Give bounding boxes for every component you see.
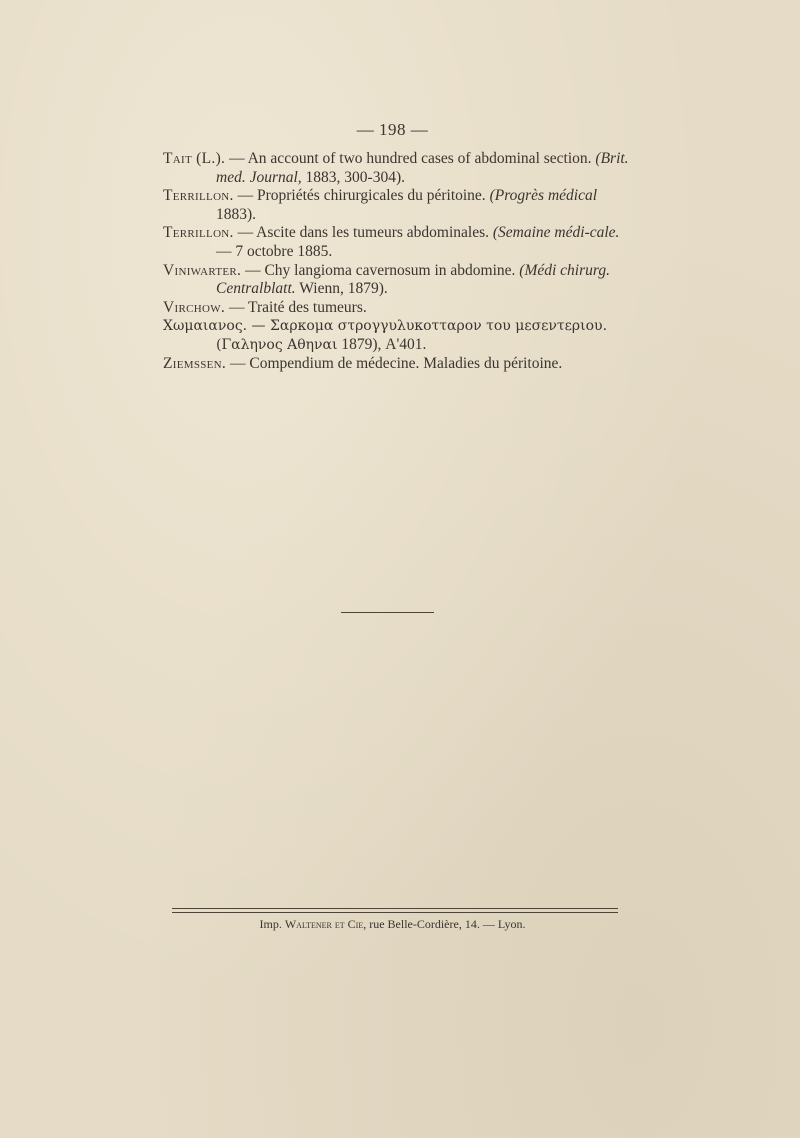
imprint-prefix: Imp.	[259, 917, 285, 931]
entry-rest: 1883, 300-304).	[301, 168, 405, 186]
bibliography-entry	[163, 262, 633, 299]
imprint-printer: Waltener et Cie	[284, 917, 364, 931]
entry-rest: Wienn, 1879).	[295, 280, 388, 298]
entry-author: Ziemssen.	[163, 354, 227, 372]
footer-divider	[172, 908, 618, 913]
bibliography-entry	[163, 224, 633, 261]
entry-text: — Σαρκομα στρογγυλυκοτταρον του μεσεντεριου. (Γαληνος Αθηναι	[216, 318, 608, 353]
entry-text: — Ascite dans les tumeurs abdominales.	[233, 224, 493, 242]
bibliography-list	[163, 150, 633, 373]
entry-author: Terrillon.	[163, 187, 234, 205]
entry-source: (Progrès médical	[489, 187, 598, 205]
entry-text: — Traité des tumeurs.	[225, 298, 367, 316]
entry-rest: 1883).	[216, 205, 257, 223]
entry-rest: — 7 octobre 1885.	[216, 242, 333, 260]
entry-rest: 1879), A'401.	[337, 335, 427, 353]
printer-imprint	[0, 917, 785, 932]
entry-author: Terrillon.	[163, 224, 234, 242]
entry-text: — An account of two hundred cases of abdominal section.	[225, 150, 596, 167]
bibliography-entry	[163, 187, 633, 224]
entry-source: (Médi chirurg. Centralblatt.	[216, 261, 610, 298]
section-divider	[341, 612, 434, 613]
bibliography-entry	[163, 355, 633, 374]
entry-source: (Semaine médi-cale.	[492, 224, 620, 242]
entry-author: Viniwarter.	[163, 261, 242, 279]
imprint-address: , rue Belle-Cordière, 14. — Lyon.	[363, 917, 526, 931]
entry-author: Tait (L.).	[163, 150, 226, 167]
entry-source: (Brit. med. Journal,	[216, 150, 629, 186]
entry-author: Χωμαιανος.	[163, 318, 248, 335]
entry-text: — Chy langioma cavernosum in abdomine.	[241, 261, 520, 279]
bibliography-entry	[163, 150, 633, 187]
entry-author: Virchow.	[163, 298, 226, 316]
page-number: — 198 —	[356, 120, 429, 139]
entry-text: — Propriétés chirurgicales du péritoine.	[233, 187, 490, 205]
entry-text: — Compendium de médecine. Maladies du péritoine.	[226, 354, 563, 372]
bibliography-entry	[163, 317, 633, 354]
bibliography-entry	[163, 299, 633, 318]
